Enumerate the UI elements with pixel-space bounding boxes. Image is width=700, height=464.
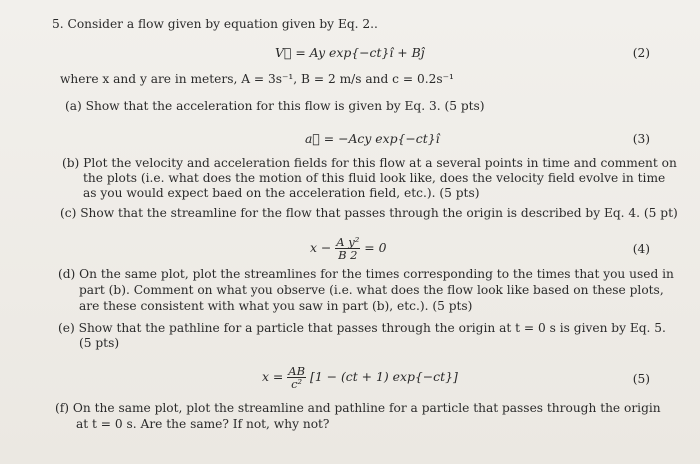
equation-2: V⃗ = Ay exp{−ct}î + Bĵ [275,45,425,60]
where-clause: where x and y are in meters, A = 3s⁻¹, B = 2 m/s and c = 0.2s⁻¹ [60,72,454,86]
equation-4-numerator: A y² [336,235,360,249]
part-d-line-3: are these consistent with what you saw in part (b), etc.). (5 pts) [79,299,473,313]
part-a: (a) Show that the acceleration for this flow is given by Eq. 3. (5 pts) [65,99,485,113]
equation-4-left: x − [310,240,332,255]
equation-5-numerator: AB [288,364,306,378]
part-d-line-2: part (b). Comment on what you observe (i.e. what does the flow look like based on these plots, [79,283,664,297]
equation-5-fraction [287,365,306,390]
part-d-line-1: (d) On the same plot, plot the streamlines for the times corresponding to the times that you used in [58,267,674,281]
equation-5-left: x = [262,369,284,384]
part-e-line-2: (5 pts) [79,336,120,350]
equation-5-right: [1 − (ct + 1) exp{−ct}] [309,369,458,384]
equation-5-denominator: c² [291,377,303,391]
equation-4-denominator: B 2 [338,248,358,262]
part-b-line-3: as you would expect baed on the acceleration field, etc.). (5 pts) [83,186,480,200]
equation-3-number: (3) [632,132,650,146]
equation-4 [310,236,387,261]
equation-5 [262,365,458,390]
part-f-line-2: at t = 0 s. Are the same? If not, why not? [76,417,330,431]
equation-5-number: (5) [632,372,650,386]
equation-4-number: (4) [632,242,650,256]
part-b-line-2: the plots (i.e. what does the motion of this fluid look like, does the velocity field evolve in time [83,171,666,185]
part-b-line-1: (b) Plot the velocity and acceleration fields for this flow at a several points in time and comment on [62,156,677,170]
part-f-line-1: (f) On the same plot, plot the streamline and pathline for a particle that passes through the origin [55,401,661,415]
equation-4-right: = 0 [364,240,387,255]
problem-intro: 5. Consider a flow given by equation given by Eq. 2.. [52,17,378,31]
equation-4-fraction [335,236,360,261]
equation-3: a⃗ = −Acy exp{−ct}î [305,131,440,146]
equation-2-number: (2) [632,46,650,60]
part-c: (c) Show that the streamline for the flow that passes through the origin is described by Eq. 4. (5 pt) [60,206,678,220]
part-e-line-1: (e) Show that the pathline for a particle that passes through the origin at t = 0 s is given by Eq. 5. [58,321,666,335]
